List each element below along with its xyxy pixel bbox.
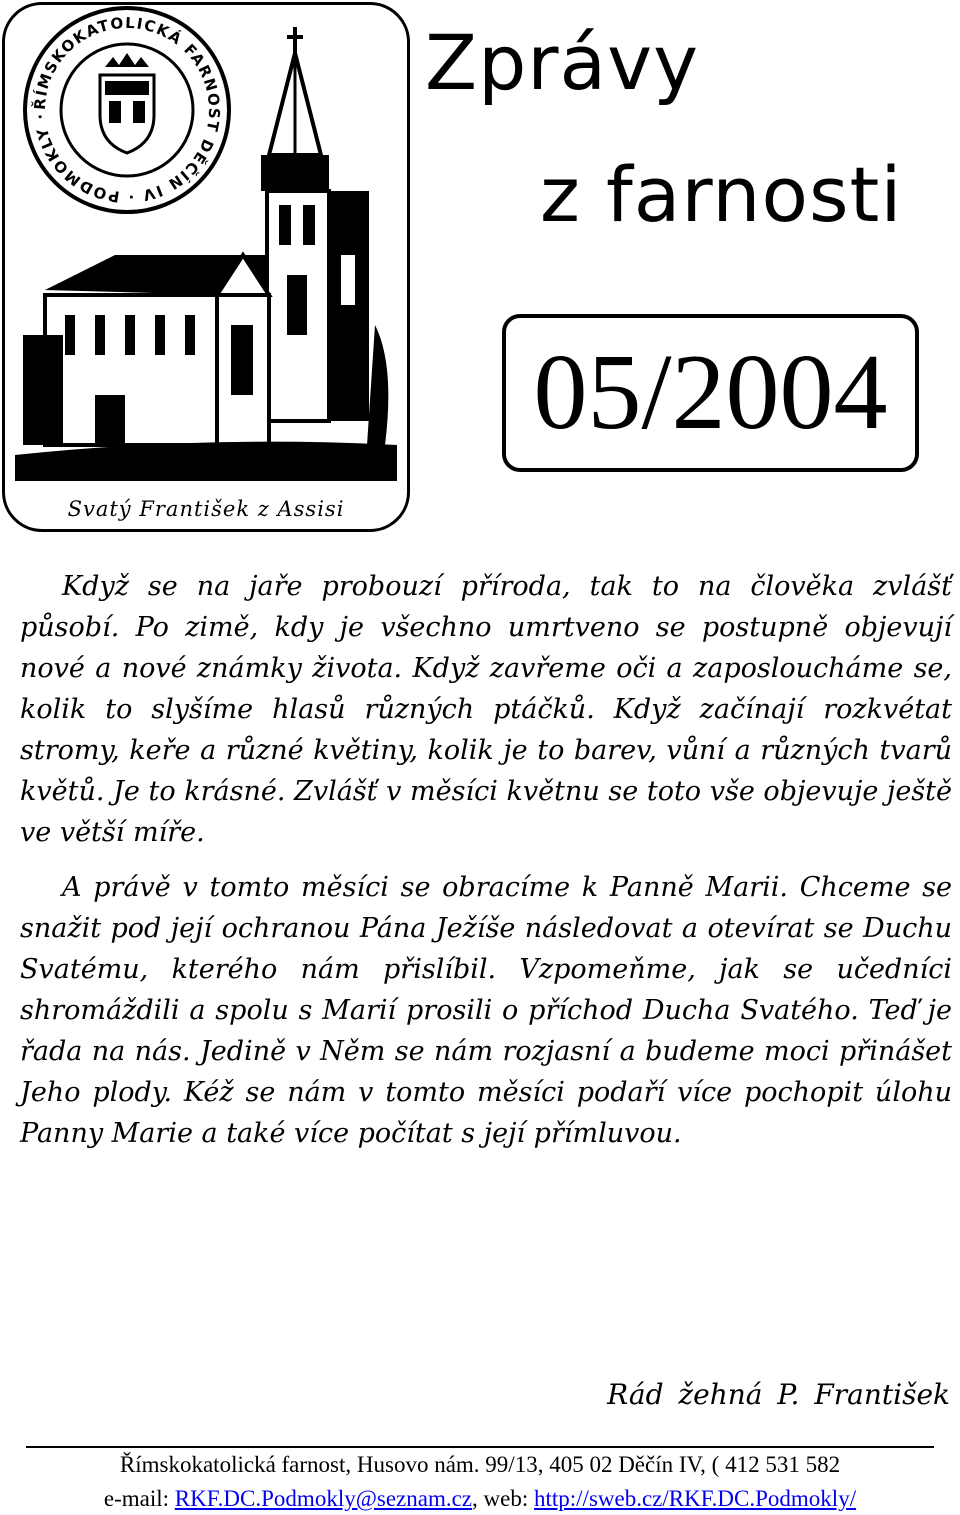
issue-number-box (502, 314, 919, 472)
web-label: , web: (472, 1486, 534, 1511)
web-link[interactable]: http://sweb.cz/RKF.DC.Podmokly/ (534, 1486, 857, 1511)
footer-divider (26, 1446, 934, 1448)
newsletter-title-line2: z farnosti (540, 150, 903, 239)
footer-address: Římskokatolická farnost, Husovo nám. 99/13, 405 02 Děčín IV, ( 412 531 582 (119, 1452, 841, 1477)
email-link[interactable]: RKF.DC.Podmokly@seznam.cz (174, 1486, 473, 1511)
signature: Rád žehná P. František (607, 1378, 950, 1411)
paragraph-1: Když se na jaře probouzí příroda, tak to na člověka zvlášť působí. Po zimě, kdy je všechno umrtveno se postupně objevují nové a nové známky života. Když zavřeme oči a zaposloucháme se, kolik to slyšíme hlasů různých ptáčků. Když začínají rozkvétat stromy, keře a různé květiny, kolik je to barev, vůní a různých tvarů květů. Je to krásné. Zvlášť v měsíci květnu se toto vše objevuje ještě ve větší míře. (20, 571, 952, 848)
paragraph-2: A právě v tomto měsíci se obracíme k Panně Marii. Chceme se snažit pod její ochranou Pána Ježíše následovat a otevírat se Duchu Svatému, kterého nám přislíbil. Vzpomeňme, jak se učedníci shromáždili a spolu s Marií prosili o příchod Ducha Svatého. Teď je řada na nás. Jedině v Něm se nám rozjasní a budeme moci přinášet Jeho plody. Kéž se nám v tomto měsíci podaří více pochopit úlohu Panny Marie a také více počítat s její přímluvou. (20, 872, 952, 1149)
issue-number: 05/2004 (533, 333, 888, 452)
article-body (20, 566, 952, 1154)
parish-logo-box (2, 2, 410, 532)
church-illustration (5, 5, 407, 529)
email-label: e-mail: (103, 1486, 175, 1511)
footer-contacts (0, 1486, 960, 1512)
newsletter-title-line1: Zprávy (425, 18, 700, 107)
logo-caption: Svatý František z Assisi (67, 497, 345, 521)
parish-seal-icon (25, 8, 229, 212)
church-tower (261, 27, 369, 421)
seal-text: ŘÍMSKOKATOLICKÁ FARNOST DĚČÍN IV · PODMOKLY · (30, 13, 224, 207)
